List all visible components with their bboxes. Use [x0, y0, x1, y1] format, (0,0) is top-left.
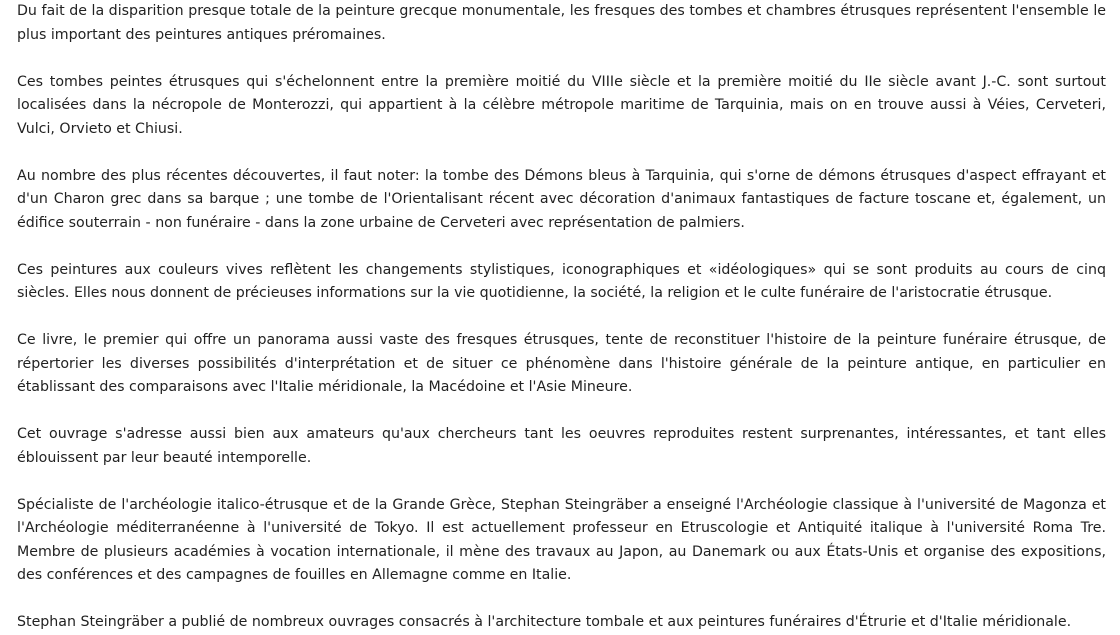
painting-styles-paragraph: Ces peintures aux couleurs vives reflètent les changements stylistiques, iconographiques et «idéologiques» qui se sont produits au cours de cinq siècles. Elles nous donnent de précieuses informations sur la vie quotidienne, la société, la religion et le culte funéraire de l'aristocratie étrusque.: [17, 261, 1106, 301]
tombs-location-paragraph: Ces tombes peintes étrusques qui s'échelonnent entre la première moitié du VIIIe siècle et la première moitié du IIe siècle avant J.-C. sont surtout localisées dans la nécropole de Monterozzi, qui appartient à la célèbre métropole maritime de Tarquinia, mais on en trouve aussi à Véies, Cerveteri, Vulci, Orvieto et Chiusi.: [17, 73, 1106, 137]
author-bio-paragraph: Spécialiste de l'archéologie italico-étrusque et de la Grande Grèce, Stephan Steingräber a enseigné l'Archéologie classique à l'université de Magonza et l'Archéologie méditerranéenne à l'université de Tokyo. Il est actuellement professeur en Etruscologie et Antiquité italique à l'université Roma Tre. Membre de plusieurs académies à vocation internationale, il mène des travaux au Japon, au Danemark ou aux États-Unis et organise des expositions, des conférences et des campagnes de fouilles en Allemagne comme en Italie.: [17, 496, 1106, 583]
audience-paragraph: Cet ouvrage s'adresse aussi bien aux amateurs qu'aux chercheurs tant les oeuvres reproduites restent surprenantes, intéressantes, et tant elles éblouissent par leur beauté intemporelle.: [17, 426, 1106, 466]
intro-paragraph: Du fait de la disparition presque totale de la peinture grecque monumentale, les fresques des tombes et chambres étrusques représentent l'ensemble le plus important des peintures antiques préromaines.: [17, 3, 1106, 43]
author-publications-paragraph: Stephan Steingräber a publié de nombreux ouvrages consacrés à l'architecture tombale et aux peintures funéraires d'Étrurie et d'Italie méridionale.: [17, 614, 1072, 630]
book-overview-paragraph: Ce livre, le premier qui offre un panorama aussi vaste des fresques étrusques, tente de reconstituer l'histoire de la peinture funéraire étrusque, de répertorier les diverses possibilités d'interprétation et de situer ce phénomène dans l'histoire générale de la peinture antique, en particulier en établissant des comparaisons avec l'Italie méridionale, la Macédoine et l'Asie Mineure.: [17, 332, 1106, 395]
recent-discoveries-paragraph: Au nombre des plus récentes découvertes, il faut noter: la tombe des Démons bleus à Tarquinia, qui s'orne de démons étrusques d'aspect effrayant et d'un Charon grec dans sa barque ; une tombe de l'Orientalisant récent avec décoration d'animaux fantastiques de facture toscane et, également, un édifice souterrain - non funéraire - dans la zone urbaine de Cerveteri avec représentation de palmiers.: [17, 167, 1106, 231]
